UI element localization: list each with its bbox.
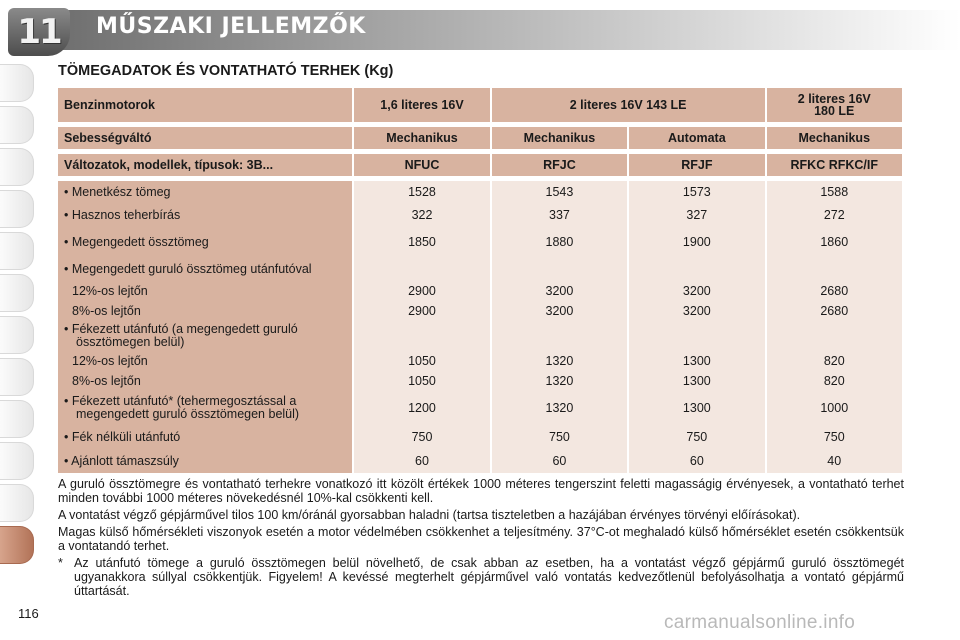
row-label: Változatok, modellek, típusok: 3B... [58,154,352,176]
table-row [58,425,902,449]
value-cell: 1880 [492,227,627,257]
table-header-row [58,154,902,176]
chapter-tab[interactable] [0,106,34,144]
row-label-text: 12%-os lejtőn [72,353,148,368]
row-label-text: 8%-os lejtőn [72,373,141,388]
value-cell: 1000 [767,391,903,425]
value-cell: 1320 [492,391,627,425]
value-cell: 750 [767,425,903,449]
header-cell: RFJC [492,154,627,176]
row-label [58,371,352,391]
header-cell: 1,6 literes 16V [354,88,489,122]
chapter-tab[interactable] [0,64,34,102]
value-cell [767,321,903,351]
page-number: 116 [18,606,39,621]
value-cell: 1320 [492,351,627,371]
table-row [58,321,902,351]
chapter-tab[interactable] [0,190,34,228]
value-cell: 60 [629,449,764,473]
row-label [58,425,352,449]
row-label-text: • Fékezett utánfutó (a megengedett guruló [64,322,298,336]
header-cell: RFJF [629,154,764,176]
table-row [58,371,902,391]
row-label [58,391,352,425]
row-label-text: 12%-os lejtőn [72,283,148,298]
chapter-title: MŰSZAKI JELLEMZŐK [96,14,366,39]
row-label: Benzinmotorok [58,88,352,122]
chapter-badge [8,8,70,56]
chapter-tab[interactable] [0,148,34,186]
table-row [58,281,902,301]
row-label-text: • Hasznos teherbírás [64,207,181,222]
table-header-row [58,88,902,122]
table-row [58,227,902,257]
row-label-text: • Fékezett utánfutó* (tehermegosztással a [64,394,297,408]
value-cell: 1860 [767,227,903,257]
chapter-tab[interactable] [0,316,34,354]
row-label [58,351,352,371]
table-row [58,203,902,227]
chapter-tab[interactable] [0,274,34,312]
value-cell: 750 [629,425,764,449]
value-cell [492,321,627,351]
note-speed: A vontatást végző gépjárművel tilos 100 km/óránál gyorsabban haladni (tartsa tiszteletben a hazájában érvényes törvényi előírásokat). [58,508,801,522]
value-cell: 3200 [629,281,764,301]
header-cell: 2 literes 16V 143 LE [492,88,765,122]
section-title: TÖMEGADATOK ÉS VONTATHATÓ TERHEK (Kg) [58,63,394,79]
value-cell: 1573 [629,181,764,203]
header-cell: 2 literes 16V 180 LE [767,88,903,122]
footnote-mark: * [58,556,63,570]
row-label-text: • Fék nélküli utánfutó [64,429,181,444]
value-cell: 2680 [767,281,903,301]
value-cell: 272 [767,203,903,227]
value-cell: 1050 [354,371,489,391]
header-cell: Mechanikus [767,127,903,149]
value-cell [629,321,764,351]
value-cell: 60 [354,449,489,473]
chapter-tab[interactable] [0,358,34,396]
value-cell: 1850 [354,227,489,257]
footnote-text: Az utánfutó tömege a guruló össztömegen belül növelhető, de csak abban az esetben, ha a vontatást végző gépjármű guruló össztömegét ugyanakkora súllyal csökkentjük. Figyelem! A kevéssé megterhelt gépjárművel való vontatás kedvezőtlenül befolyásolhatja a vontató gépjármű úttartását. [74,556,904,598]
value-cell: 327 [629,203,764,227]
table-row [58,257,902,281]
value-cell: 3200 [629,301,764,321]
row-label [58,321,352,351]
value-cell: 1300 [629,391,764,425]
table-row [58,351,902,371]
header-cell: Mechanikus [492,127,627,149]
chapter-tab[interactable] [0,400,34,438]
table-row [58,301,902,321]
watermark: carmanualsonline.info [664,612,856,633]
row-label-text-continued: össztömegen belül) [76,335,185,349]
weights-table [56,88,904,473]
row-label [58,227,352,257]
value-cell: 1300 [629,351,764,371]
row-label-text: • Megengedett guruló össztömeg utánfutóval [64,261,312,276]
chapter-tab[interactable] [0,232,34,270]
row-label: Sebességváltó [58,127,352,149]
table-row [58,181,902,203]
value-cell: 3200 [492,281,627,301]
row-label [58,281,352,301]
chapter-tab[interactable] [0,484,34,522]
chapter-tabs [0,64,34,568]
value-cell: 820 [767,351,903,371]
value-cell: 1320 [492,371,627,391]
row-label-text: • Ajánlott támaszsúly [64,453,179,468]
value-cell [767,257,903,281]
value-cell [354,257,489,281]
row-label [58,203,352,227]
value-cell: 1900 [629,227,764,257]
header-cell: Automata [629,127,764,149]
value-cell: 40 [767,449,903,473]
value-cell: 322 [354,203,489,227]
row-label-text: • Megengedett össztömeg [64,234,209,249]
value-cell: 750 [354,425,489,449]
value-cell: 60 [492,449,627,473]
note-temperature: Magas külső hőmérsékleti viszonyok esetén a motor védelmében csökkenhet a teljesítmény. 37°C-ot meghaladó külső hőmérséklet esetén csökkentsük a vontatandó terhet. [58,525,904,553]
header-cell: Mechanikus [354,127,489,149]
value-cell [492,257,627,281]
chapter-number: 11 [17,12,61,52]
value-cell [354,321,489,351]
value-cell: 2680 [767,301,903,321]
value-cell: 820 [767,371,903,391]
header-cell: RFKC RFKC/IF [767,154,903,176]
footnote [58,556,904,598]
row-label [58,257,352,281]
value-cell: 1588 [767,181,903,203]
value-cell: 750 [492,425,627,449]
value-cell: 2900 [354,301,489,321]
row-label-text: • Menetkész tömeg [64,184,171,199]
notes [58,477,904,598]
table-header-row [58,127,902,149]
row-label [58,301,352,321]
value-cell: 1300 [629,371,764,391]
value-cell: 3200 [492,301,627,321]
value-cell: 1543 [492,181,627,203]
value-cell: 1200 [354,391,489,425]
table-row [58,391,902,425]
chapter-tab-active[interactable] [0,526,34,564]
row-label-text-continued: megengedett guruló össztömegen belül) [76,407,300,421]
table-row [58,449,902,473]
note-altitude: A guruló össztömegre és vontatható terhekre vonatkozó itt közölt értékek 1000 méteres tengerszint feletti magasságig érvényesek, a vontatható terhet minden további 1000 méteres növekedésnél 10%-kal csökkenti kell. [58,477,904,505]
row-label [58,181,352,203]
value-cell: 1050 [354,351,489,371]
row-label-text: 8%-os lejtőn [72,303,141,318]
row-label [58,449,352,473]
value-cell [629,257,764,281]
value-cell: 1528 [354,181,489,203]
chapter-tab[interactable] [0,442,34,480]
value-cell: 2900 [354,281,489,301]
header-cell: NFUC [354,154,489,176]
value-cell: 337 [492,203,627,227]
